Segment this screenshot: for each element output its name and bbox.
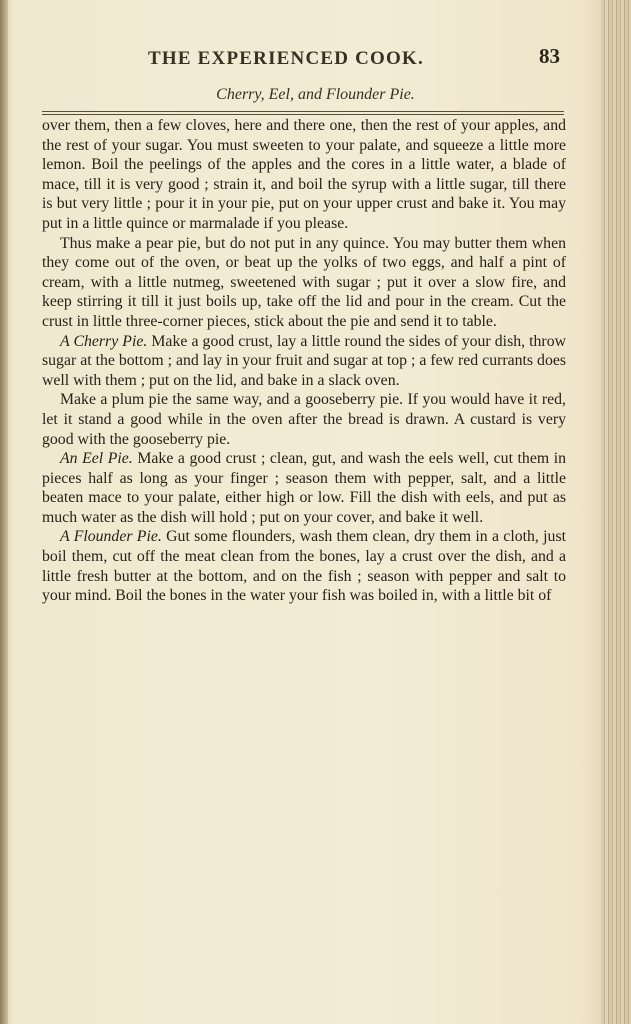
page-header xyxy=(100,44,560,78)
paragraph xyxy=(42,116,566,234)
paragraph xyxy=(42,390,566,449)
page-number: 83 xyxy=(539,44,560,68)
paragraph-text: Make a good crust, lay a little round the sides of your dish, throw sugar at the bottom ; and lay in your fruit and sugar at top ; a few red currants does well with them ; put on the lid, and bake in a slack oven. xyxy=(42,332,567,389)
paragraph-text: Make a plum pie the same way, and a gooseberry pie. If you would have it red, let it stand a good while in the oven after the bread is drawn. A custard is very good with the gooseberry pie. xyxy=(42,391,566,448)
header-rule-top xyxy=(42,111,564,112)
paragraph xyxy=(42,234,566,332)
recipe-paragraph xyxy=(42,332,566,391)
recipe-paragraph xyxy=(42,527,566,605)
running-head: THE EXPERIENCED COOK. xyxy=(148,48,424,69)
section-caption: Cherry, Eel, and Flounder Pie. xyxy=(216,86,415,103)
paragraph-text: Thus make a pear pie, but do not put in any quince. You may butter them when they come out of the oven, or beat up the yolks of two eggs, and half a pint of cream, with a little nutmeg, sweetened with sugar ; put it over a slow fire, and keep stirring it till it just boils up, take off the lid and pour in the cream. Cut the crust in little three-corner pieces, stick about the pie and send it to table. xyxy=(42,234,566,330)
header-rule-bottom xyxy=(42,114,564,115)
paragraph-text: over them, then a few cloves, here and there one, then the rest of your apples, and the rest of your sugar. You must sweeten to your palate, and squeeze a little more lemon. Boil the peelings of the apples and the cores in a little water, a blade of mace, till it is very good ; strain it, and boil the syrup with a little sugar, till there is but very little ; pour it in your pie, put on your upper crust and bake it. You may put in a little quince or marmalade if you please. xyxy=(42,117,566,232)
page-gutter-shadow xyxy=(0,0,8,1024)
page-fore-edge xyxy=(601,0,631,1024)
recipe-title: An Eel Pie. xyxy=(60,450,133,468)
recipe-paragraph xyxy=(42,449,566,527)
recipe-title: A Cherry Pie. xyxy=(60,332,148,350)
body-text xyxy=(42,116,566,606)
paragraph-text: Make a good crust ; clean, gut, and wash the eels well, cut them in pieces half as long as your finger ; season them with pepper, salt, and a little beaten mace to your palate, either high or low. Fill the dish with eels, and put as much water as the dish will hold ; put on your cover, and bake it well. xyxy=(42,450,566,526)
recipe-title: A Flounder Pie. xyxy=(60,528,162,546)
paragraph-text: Gut some flounders, wash them clean, dry them in a cloth, just boil them, cut off the meat clean from the bones, lay a crust over the dish, and a little fresh butter at the bottom, and on the fish ; season with pepper and salt to your mind. Boil the bones in the water your fish was boiled in, with a little bit of xyxy=(42,528,566,605)
